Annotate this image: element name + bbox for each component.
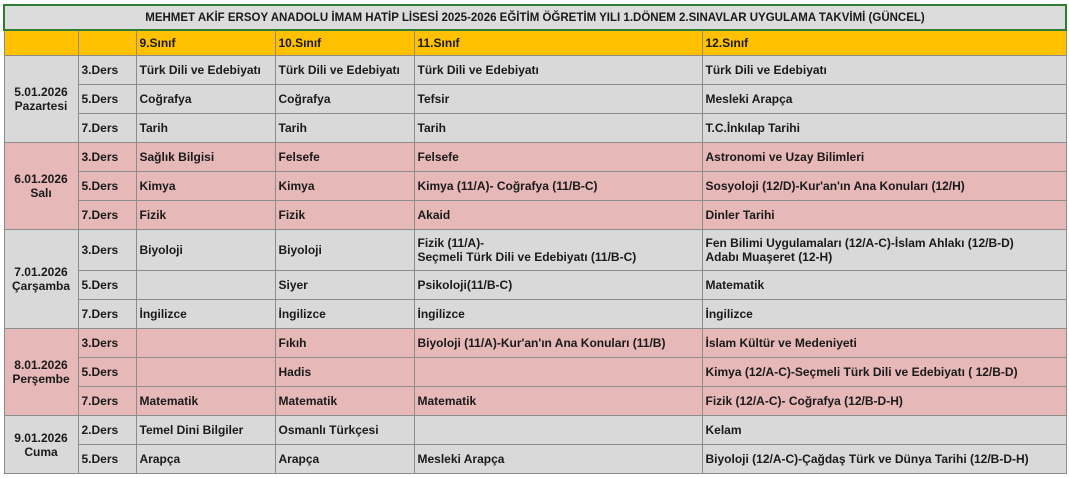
exam-cell-grade-12[interactable]: Kelam bbox=[702, 416, 1066, 445]
exam-cell-grade-9[interactable]: Coğrafya bbox=[136, 85, 275, 114]
exam-cell-grade-12[interactable]: Dinler Tarihi bbox=[702, 201, 1066, 230]
exam-cell-grade-11[interactable]: Biyoloji (11/A)-Kur'an'ın Ana Konuları (11/B) bbox=[414, 329, 702, 358]
period-cell[interactable]: 3.Ders bbox=[78, 56, 136, 85]
day-cell-tuesday[interactable] bbox=[4, 143, 78, 230]
table-row bbox=[4, 201, 1066, 230]
exam-cell-grade-11[interactable]: İngilizce bbox=[414, 300, 702, 329]
exam-cell-grade-12[interactable]: Mesleki Arapça bbox=[702, 85, 1066, 114]
table-row bbox=[4, 387, 1066, 416]
table-row bbox=[4, 114, 1066, 143]
exam-cell-grade-10[interactable]: Osmanlı Türkçesi bbox=[275, 416, 414, 445]
day-date: 8.01.2026 bbox=[14, 358, 68, 372]
exam-cell-grade-12[interactable] bbox=[702, 230, 1066, 271]
day-cell-wednesday[interactable] bbox=[4, 230, 78, 329]
exam-cell-grade-12[interactable]: Fizik (12/A-C)- Coğrafya (12/B-D-H) bbox=[702, 387, 1066, 416]
exam-cell-grade-10[interactable]: Siyer bbox=[275, 271, 414, 300]
table-row bbox=[4, 230, 1066, 271]
exam-cell-grade-11[interactable] bbox=[414, 358, 702, 387]
exam-cell-grade-9[interactable]: Türk Dili ve Edebiyatı bbox=[136, 56, 275, 85]
exam-cell-grade-12[interactable]: Sosyoloji (12/D)-Kur'an'ın Ana Konuları (12/H) bbox=[702, 172, 1066, 201]
day-date: 6.01.2026 bbox=[14, 172, 68, 186]
cell-line: Seçmeli Türk Dili ve Edebiyatı (11/B-C) bbox=[417, 250, 637, 264]
period-cell[interactable]: 5.Ders bbox=[78, 271, 136, 300]
exam-cell-grade-10[interactable]: Fizik bbox=[275, 201, 414, 230]
table-row bbox=[4, 300, 1066, 329]
exam-cell-grade-10[interactable]: Kimya bbox=[275, 172, 414, 201]
exam-cell-grade-10[interactable]: Arapça bbox=[275, 445, 414, 474]
exam-cell-grade-10[interactable]: Türk Dili ve Edebiyatı bbox=[275, 56, 414, 85]
header-row bbox=[4, 30, 1066, 56]
exam-cell-grade-9[interactable]: Kimya bbox=[136, 172, 275, 201]
header-grade-10[interactable]: 10.Sınıf bbox=[275, 30, 414, 56]
day-cell-monday[interactable] bbox=[4, 56, 78, 143]
day-cell-thursday[interactable] bbox=[4, 329, 78, 416]
exam-cell-grade-12[interactable]: Kimya (12/A-C)-Seçmeli Türk Dili ve Edebiyatı ( 12/B-D) bbox=[702, 358, 1066, 387]
exam-cell-grade-9[interactable]: Temel Dini Bilgiler bbox=[136, 416, 275, 445]
day-date: 7.01.2026 bbox=[14, 265, 68, 279]
table-row bbox=[4, 85, 1066, 114]
exam-cell-grade-9[interactable]: Arapça bbox=[136, 445, 275, 474]
exam-cell-grade-10[interactable]: İngilizce bbox=[275, 300, 414, 329]
table-row bbox=[4, 143, 1066, 172]
exam-cell-grade-11[interactable] bbox=[414, 416, 702, 445]
exam-cell-grade-11[interactable]: Kimya (11/A)- Coğrafya (11/B-C) bbox=[414, 172, 702, 201]
period-cell[interactable]: 5.Ders bbox=[78, 358, 136, 387]
day-name: Pazartesi bbox=[14, 99, 68, 113]
exam-cell-grade-11[interactable]: Felsefe bbox=[414, 143, 702, 172]
table-row bbox=[4, 56, 1066, 85]
header-day-cell[interactable] bbox=[4, 30, 78, 56]
header-grade-9[interactable]: 9.Sınıf bbox=[136, 30, 275, 56]
exam-cell-grade-9[interactable]: Fizik bbox=[136, 201, 275, 230]
exam-cell-grade-9[interactable]: Tarih bbox=[136, 114, 275, 143]
exam-cell-grade-9[interactable]: Biyoloji bbox=[136, 230, 275, 271]
header-period-cell[interactable] bbox=[78, 30, 136, 56]
exam-cell-grade-9[interactable]: Sağlık Bilgisi bbox=[136, 143, 275, 172]
table-row bbox=[4, 416, 1066, 445]
exam-cell-grade-10[interactable]: Felsefe bbox=[275, 143, 414, 172]
period-cell[interactable]: 5.Ders bbox=[78, 445, 136, 474]
exam-cell-grade-12[interactable]: T.C.İnkılap Tarihi bbox=[702, 114, 1066, 143]
schedule-title[interactable]: MEHMET AKİF ERSOY ANADOLU İMAM HATİP LİSESİ 2025-2026 EĞİTİM ÖĞRETİM YILI 1.DÖNEM 2.SINAVLAR UYGULAMA TAKVİMİ (GÜNCEL) bbox=[4, 5, 1066, 30]
period-cell[interactable]: 7.Ders bbox=[78, 387, 136, 416]
exam-cell-grade-10[interactable]: Coğrafya bbox=[275, 85, 414, 114]
header-grade-11[interactable]: 11.Sınıf bbox=[414, 30, 702, 56]
cell-line: Fizik (11/A)- bbox=[417, 236, 485, 250]
exam-cell-grade-12[interactable]: Astronomi ve Uzay Bilimleri bbox=[702, 143, 1066, 172]
period-cell[interactable]: 3.Ders bbox=[78, 143, 136, 172]
day-date: 9.01.2026 bbox=[14, 430, 68, 445]
day-name: Salı bbox=[30, 186, 52, 200]
day-name: Cuma bbox=[24, 444, 58, 459]
day-cell-friday[interactable] bbox=[4, 416, 78, 474]
period-cell[interactable]: 2.Ders bbox=[78, 416, 136, 445]
title-row bbox=[4, 5, 1066, 30]
period-cell[interactable]: 5.Ders bbox=[78, 172, 136, 201]
period-cell[interactable]: 7.Ders bbox=[78, 300, 136, 329]
table-row bbox=[4, 358, 1066, 387]
exam-cell-grade-11[interactable] bbox=[414, 230, 702, 271]
table-row bbox=[4, 445, 1066, 474]
exam-cell-grade-10[interactable]: Tarih bbox=[275, 114, 414, 143]
period-cell[interactable]: 7.Ders bbox=[78, 201, 136, 230]
period-cell[interactable]: 5.Ders bbox=[78, 85, 136, 114]
exam-cell-grade-9[interactable]: İngilizce bbox=[136, 300, 275, 329]
exam-cell-grade-9[interactable]: Matematik bbox=[136, 387, 275, 416]
exam-cell-grade-11[interactable]: Tarih bbox=[414, 114, 702, 143]
exam-cell-grade-12[interactable]: Matematik bbox=[702, 271, 1066, 300]
exam-cell-grade-12[interactable]: İslam Kültür ve Medeniyeti bbox=[702, 329, 1066, 358]
day-name: Çarşamba bbox=[11, 279, 71, 293]
exam-schedule-table bbox=[3, 4, 1067, 474]
exam-cell-grade-11[interactable]: Tefsir bbox=[414, 85, 702, 114]
cell-line: Fen Bilimi Uygulamaları (12/A-C)-İslam Ahlakı (12/B-D) bbox=[705, 236, 1014, 250]
exam-cell-grade-12[interactable]: Biyoloji (12/A-C)-Çağdaş Türk ve Dünya Tarihi (12/B-D-H) bbox=[702, 445, 1066, 474]
exam-cell-grade-11[interactable]: Türk Dili ve Edebiyatı bbox=[414, 56, 702, 85]
table-row bbox=[4, 271, 1066, 300]
exam-cell-grade-9[interactable] bbox=[136, 271, 275, 300]
cell-line: Adabı Muaşeret (12-H) bbox=[705, 250, 833, 264]
table-row bbox=[4, 329, 1066, 358]
period-cell[interactable]: 3.Ders bbox=[78, 329, 136, 358]
day-name: Perşembe bbox=[12, 372, 70, 386]
exam-cell-grade-11[interactable]: Psikoloji(11/B-C) bbox=[414, 271, 702, 300]
exam-cell-grade-9[interactable] bbox=[136, 329, 275, 358]
exam-cell-grade-10[interactable]: Hadis bbox=[275, 358, 414, 387]
exam-cell-grade-12[interactable]: İngilizce bbox=[702, 300, 1066, 329]
exam-cell-grade-10[interactable]: Matematik bbox=[275, 387, 414, 416]
exam-cell-grade-9[interactable] bbox=[136, 358, 275, 387]
exam-cell-grade-11[interactable]: Mesleki Arapça bbox=[414, 445, 702, 474]
exam-cell-grade-10[interactable]: Fıkıh bbox=[275, 329, 414, 358]
header-grade-12[interactable]: 12.Sınıf bbox=[702, 30, 1066, 56]
exam-cell-grade-11[interactable]: Matematik bbox=[414, 387, 702, 416]
period-cell[interactable]: 7.Ders bbox=[78, 114, 136, 143]
exam-cell-grade-12[interactable]: Türk Dili ve Edebiyatı bbox=[702, 56, 1066, 85]
exam-cell-grade-11[interactable]: Akaid bbox=[414, 201, 702, 230]
table-row bbox=[4, 172, 1066, 201]
period-cell[interactable]: 3.Ders bbox=[78, 230, 136, 271]
day-date: 5.01.2026 bbox=[14, 85, 68, 99]
exam-cell-grade-10[interactable]: Biyoloji bbox=[275, 230, 414, 271]
